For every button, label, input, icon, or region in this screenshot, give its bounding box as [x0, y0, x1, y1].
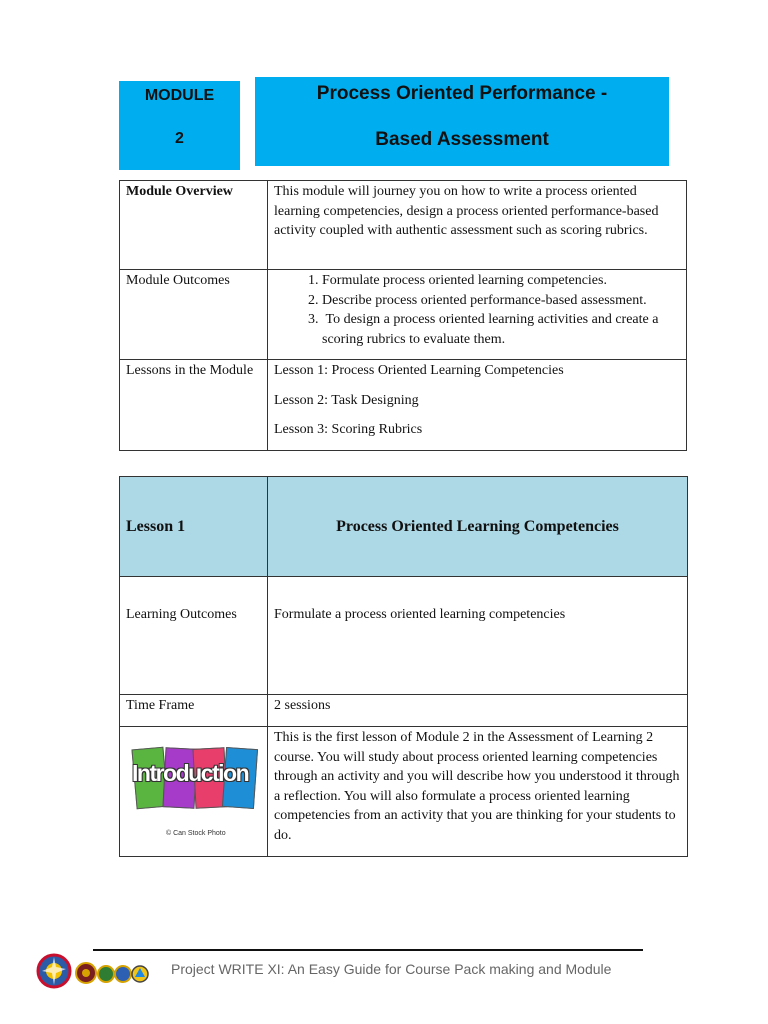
table-row	[120, 577, 688, 695]
footer-divider	[93, 949, 643, 951]
outcomes-list	[274, 271, 680, 349]
lesson-line: Lesson 3: Scoring Rubrics	[274, 422, 423, 437]
table-row	[120, 360, 687, 451]
table-row	[120, 181, 687, 270]
seal-logo-2	[76, 963, 96, 983]
overview-label: Module Overview	[120, 181, 268, 270]
module-title-line2: Based Assessment	[375, 129, 549, 150]
time-frame-label: Time Frame	[120, 695, 268, 727]
module-title-line1: Process Oriented Performance -	[316, 83, 608, 104]
introduction-text: This is the first lesson of Module 2 in the Assessment of Learning 2 course. You will study about process oriented learning competencies through an activity and you will describe how you understood it through a reflection. You will also formulate a process oriented learning competencies from an activity that you are thinking for your students to do.	[268, 727, 688, 857]
lessons-label: Lessons in the Module	[120, 360, 268, 451]
image-credit: © Can Stock Photo	[166, 830, 226, 837]
footer-logos	[36, 953, 156, 989]
seal-logo-5	[132, 966, 148, 982]
time-frame-text: 2 sessions	[268, 695, 688, 727]
table-row	[120, 695, 688, 727]
overview-text: This module will journey you on how to write a process oriented learning competencies, design a process oriented performance-based activity coupled with authentic assessment such as scoring rubrics.	[268, 181, 687, 270]
lesson-header-row	[120, 477, 688, 577]
module-title-box	[255, 77, 669, 166]
list-item: 2. Describe process oriented performance-based assessment.	[322, 291, 680, 311]
footer-text: Project WRITE XI: An Easy Guide for Course Pack making and Module	[171, 961, 612, 977]
seal-logo-1	[38, 955, 70, 987]
module-number-box	[119, 81, 240, 170]
introduction-image-cell	[120, 727, 268, 857]
lessons-cell	[268, 360, 687, 451]
outcomes-cell	[268, 270, 687, 360]
learning-outcomes-text: Formulate a process oriented learning competencies	[268, 577, 688, 695]
introduction-image	[128, 736, 256, 848]
module-number: 2	[175, 130, 184, 147]
table-row	[120, 270, 687, 360]
module-overview-table	[119, 180, 687, 451]
module-label: MODULE	[144, 87, 215, 104]
lesson-title: Process Oriented Learning Competencies	[268, 477, 688, 577]
lesson-line: Lesson 1: Process Oriented Learning Competencies	[274, 363, 564, 378]
lesson-line: Lesson 2: Task Designing	[274, 392, 419, 408]
list-item: 3. To design a process oriented learning activities and create a scoring rubrics to evaluate them.	[322, 310, 680, 349]
seal-logo-4	[115, 966, 131, 982]
seal-logo-3	[98, 966, 114, 982]
list-item: 1. Formulate process oriented learning competencies.	[322, 271, 680, 291]
outcomes-label: Module Outcomes	[120, 270, 268, 360]
lesson-label: Lesson 1	[120, 477, 268, 577]
table-row	[120, 727, 688, 857]
learning-outcomes-label: Learning Outcomes	[120, 577, 268, 695]
lesson-table	[119, 476, 688, 857]
introduction-word: Introduction	[132, 760, 249, 786]
